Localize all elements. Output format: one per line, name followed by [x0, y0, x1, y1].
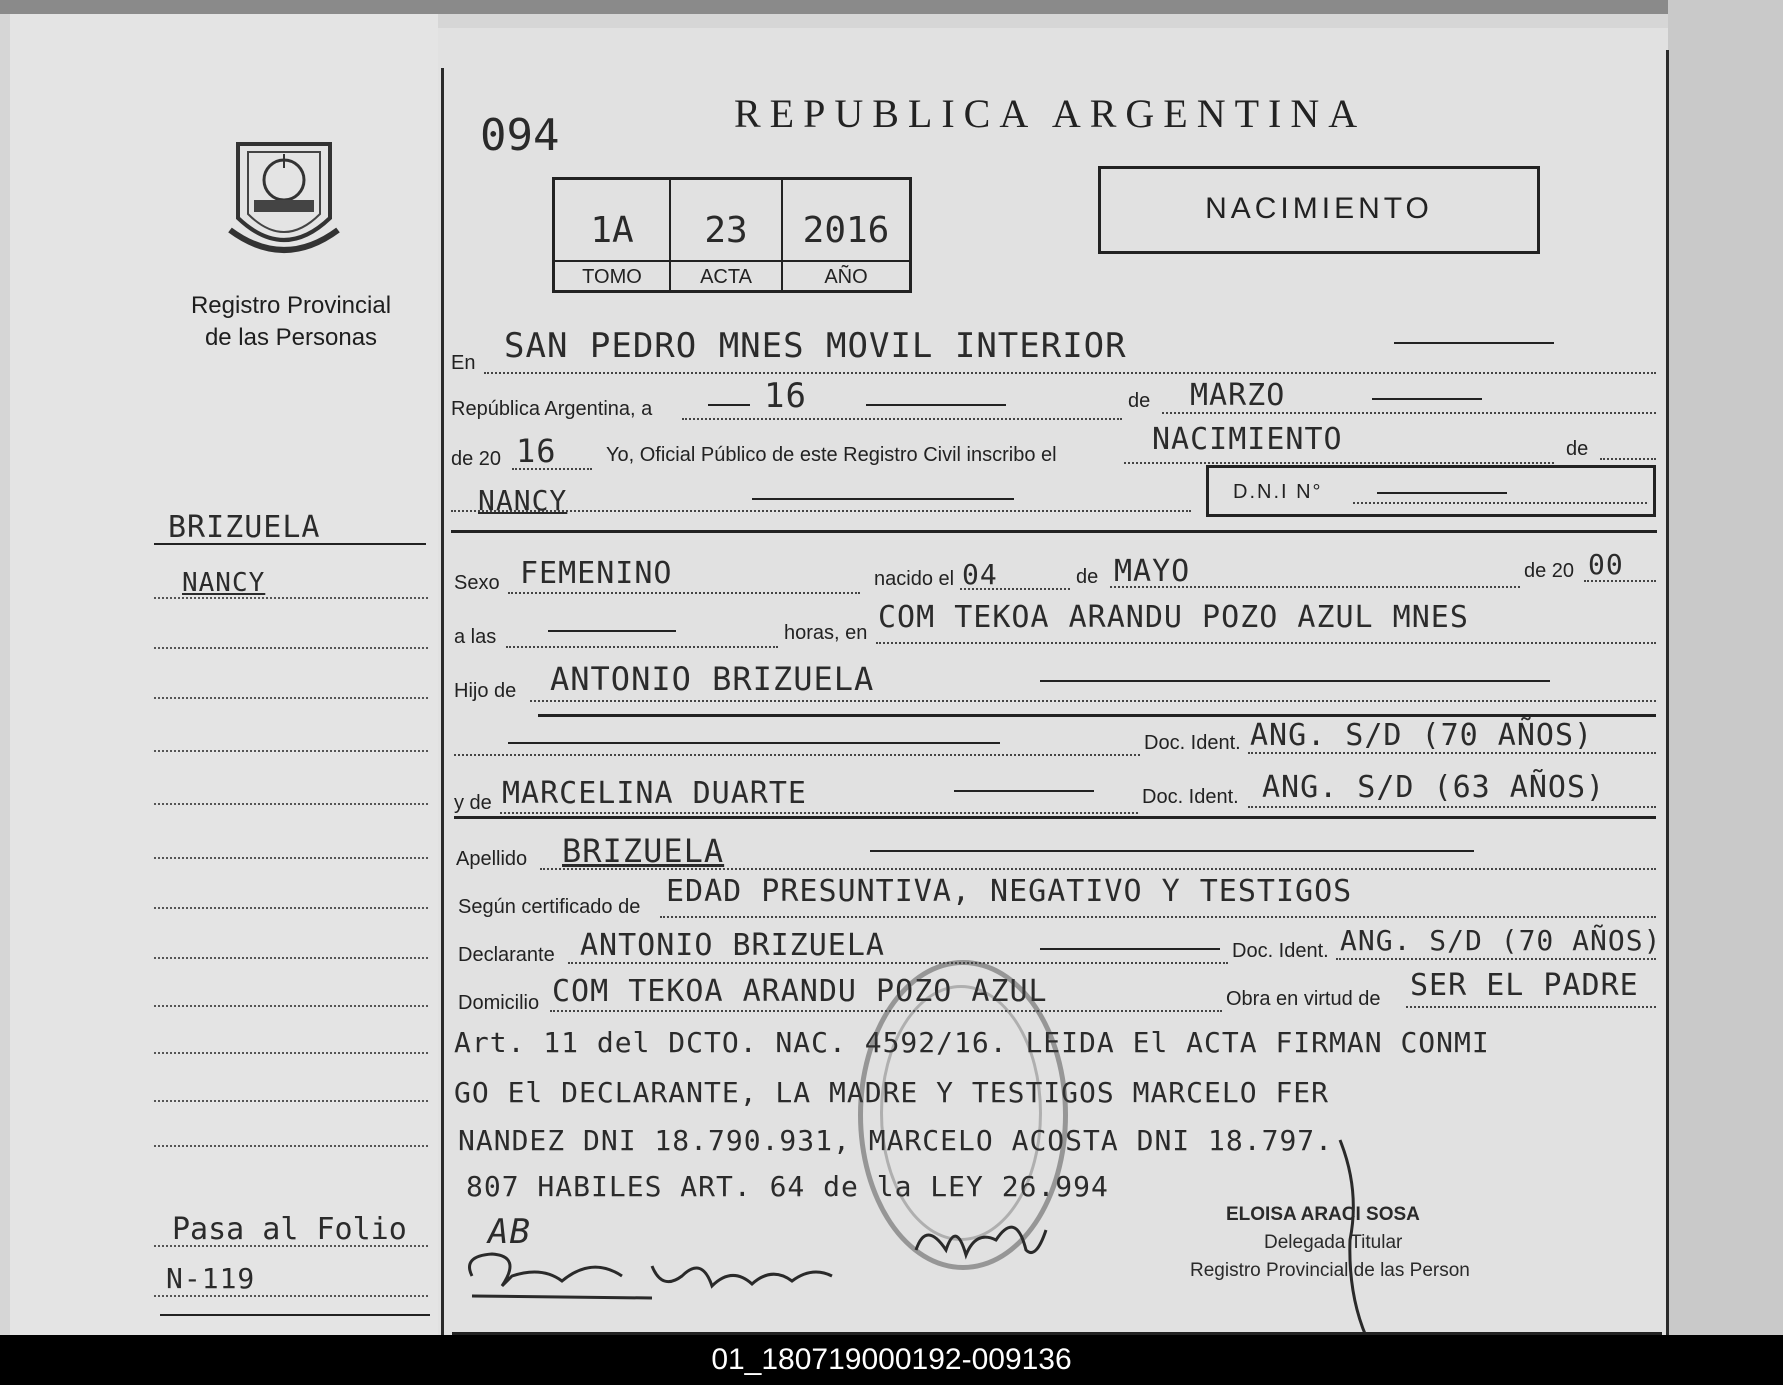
- obra-line: [1406, 1006, 1656, 1008]
- apellido-label: Apellido: [456, 848, 528, 870]
- nacido-label: nacido el: [874, 568, 955, 590]
- right-page-edge: [1668, 0, 1783, 1335]
- madre-doc-value: ANG. S/D (63 AÑOS): [1262, 770, 1606, 805]
- margin-line: [154, 1100, 428, 1102]
- declarante-fill-rule: [1040, 948, 1220, 950]
- padre-line: [530, 700, 1656, 702]
- lugar-line: [876, 642, 1656, 644]
- margin-line: [154, 1295, 428, 1297]
- anio-cell: [783, 180, 909, 290]
- margin-given-name: NANCY: [182, 568, 266, 598]
- registry-name: [150, 290, 432, 354]
- tomo-cell: [555, 180, 671, 290]
- year-value: 16: [516, 432, 557, 470]
- left-margin-panel: [10, 14, 438, 1335]
- panel-right-border: [1666, 50, 1669, 1335]
- domicilio-label: Domicilio: [458, 992, 540, 1014]
- provincia-de-misiones-seal-icon: [226, 138, 342, 262]
- madre-value: MARCELINA DUARTE: [502, 776, 807, 811]
- declarante-value: ANTONIO BRIZUELA: [580, 928, 885, 963]
- en-label: En: [451, 352, 476, 374]
- officer-title: Delegada Titular: [1264, 1232, 1403, 1253]
- margin-line: [154, 1052, 428, 1054]
- margin-surname-rule: [154, 543, 426, 545]
- acta-cell: [671, 180, 783, 290]
- margin-note-line1: Pasa al Folio: [172, 1212, 407, 1247]
- padre-value: ANTONIO BRIZUELA: [550, 660, 875, 698]
- declarante-doc-line: [1336, 958, 1656, 960]
- domicilio-value: COM TEKOA ARANDU POZO AZUL: [552, 974, 1048, 1009]
- observations-line1: Art. 11 del DCTO. NAC. 4592/16. LEIDA El ACTA FIRMAN CONMI: [454, 1026, 1490, 1059]
- en-line: [484, 372, 1656, 374]
- horas-label: horas, en: [784, 622, 868, 644]
- dni-fill-rule: [1377, 492, 1507, 494]
- padre-doc-value: ANG. S/D (70 AÑOS): [1250, 718, 1594, 753]
- margin-line: [154, 750, 428, 752]
- nacido-month: MAYO: [1114, 554, 1191, 589]
- margin-line: [154, 1245, 428, 1247]
- margin-line: [154, 1005, 428, 1007]
- section-rule: [451, 530, 1657, 533]
- panel-divider-line: [441, 68, 444, 1335]
- padre-doc-label: Doc. Ident.: [1144, 732, 1241, 754]
- anio-label: AÑO: [783, 260, 909, 292]
- officer-signature: [906, 1200, 1056, 1270]
- record-type-box: NACIMIENTO: [1098, 166, 1540, 254]
- margin-line: [154, 957, 428, 959]
- obra-value: SER EL PADRE: [1410, 968, 1639, 1003]
- madre-doc-label: Doc. Ident.: [1142, 786, 1239, 808]
- padre-doc-line: [1248, 752, 1656, 754]
- padre-rule: [538, 714, 1656, 717]
- margin-bottom-rule: [160, 1314, 430, 1316]
- yo-text: Yo, Oficial Público de este Registro Civil inscribo el: [606, 444, 1057, 466]
- page-title: REPUBLICA ARGENTINA: [734, 91, 1367, 136]
- padre-extra-rule: [508, 742, 1000, 744]
- record-table: [552, 177, 912, 293]
- scan-id-footer: 01_180719000192-009136: [0, 1335, 1783, 1385]
- madre-doc-line: [1248, 806, 1656, 808]
- inscribo-line: [1124, 462, 1554, 464]
- day-fill-rule: [708, 404, 750, 406]
- registry-name-line1: Registro Provincial: [190, 292, 392, 319]
- day-value: 16: [764, 376, 807, 416]
- en-fill-rule: [1394, 342, 1554, 344]
- nacido-year-label: de 20: [1524, 560, 1575, 582]
- margin-line: [154, 803, 428, 805]
- inscribo-value: NACIMIENTO: [1152, 422, 1343, 457]
- horas-line: [506, 646, 778, 648]
- year-line: [512, 468, 592, 470]
- lugar-value: COM TEKOA ARANDU POZO AZUL MNES: [878, 600, 1469, 635]
- madre-fill-rule: [954, 790, 1094, 792]
- anio-value: 2016: [802, 210, 890, 251]
- declarante-doc-value: ANG. S/D (70 AÑOS): [1340, 924, 1662, 957]
- segun-value: EDAD PRESUNTIVA, NEGATIVO Y TESTIGOS: [666, 874, 1353, 909]
- day-fill-rule: [866, 404, 1006, 406]
- padre-fill-rule: [1040, 680, 1550, 682]
- margin-surname: BRIZUELA: [168, 510, 321, 545]
- margin-line: [154, 1145, 428, 1147]
- margin-line: [154, 697, 428, 699]
- acta-label: ACTA: [671, 260, 781, 292]
- nacido-year-line: [1584, 580, 1656, 582]
- day-line: [682, 418, 1122, 420]
- inscribo-de-line: [1600, 458, 1656, 460]
- declarante-doc-label: Doc. Ident.: [1232, 940, 1329, 962]
- nacido-day-line: [960, 588, 1070, 590]
- segun-line: [660, 916, 1656, 918]
- parents-section-rule: [454, 816, 1656, 819]
- madre-line: [500, 812, 1138, 814]
- dni-line: [1353, 502, 1647, 504]
- year-prefix-label: de 20: [451, 448, 502, 470]
- padre-extra-line: [454, 754, 1140, 756]
- nacido-month-line: [1110, 586, 1520, 588]
- inscribo-de-label: de: [1566, 438, 1589, 460]
- serial-number: 094: [480, 110, 560, 161]
- officer-office: Registro Provincial de las Person: [1190, 1260, 1470, 1281]
- observations-line2: GO El DECLARANTE, LA MADRE Y TESTIGOS MARCELO FER: [454, 1076, 1330, 1109]
- sexo-value: FEMENINO: [520, 556, 673, 591]
- sexo-label: Sexo: [454, 572, 500, 594]
- scan-top-shadow: [0, 0, 1783, 14]
- month-fill-rule: [1372, 398, 1482, 400]
- margin-line: [154, 907, 428, 909]
- month-value: MARZO: [1190, 378, 1286, 413]
- declarante-signature: [452, 1236, 852, 1316]
- hijo-label: Hijo de: [454, 680, 517, 702]
- name-value: NANCY: [478, 484, 568, 517]
- nacido-year: 00: [1588, 548, 1624, 581]
- margin-note-line2: N-119: [166, 1262, 256, 1295]
- tomo-value: 1A: [590, 210, 634, 251]
- acta-value: 23: [704, 210, 748, 251]
- initials: AB: [488, 1212, 531, 1252]
- observations-line4: 807 HABILES ART. 64 de la LEY 26.994: [466, 1170, 1109, 1203]
- obra-label: Obra en virtud de: [1226, 988, 1381, 1010]
- apellido-value: BRIZUELA: [562, 832, 725, 870]
- margin-line: [154, 857, 428, 859]
- dni-box: [1206, 465, 1656, 517]
- officer-name: ELOISA ARACI SOSA: [1226, 1204, 1420, 1225]
- name-fill-rule: [752, 498, 1014, 500]
- rep-label: República Argentina, a: [451, 398, 653, 420]
- horas-prefix-label: a las: [454, 626, 497, 648]
- nacido-de-label: de: [1076, 566, 1099, 588]
- margin-line: [154, 647, 428, 649]
- nacido-day: 04: [962, 558, 998, 591]
- observations-line3: NANDEZ DNI 18.790.931, MARCELO ACOSTA DNI 18.797.: [458, 1124, 1334, 1157]
- en-value: SAN PEDRO MNES MOVIL INTERIOR: [504, 326, 1127, 366]
- month-de-label: de: [1128, 390, 1151, 412]
- horas-fill-rule: [548, 630, 676, 632]
- dni-label: D.N.I N°: [1233, 481, 1323, 503]
- apellido-fill-rule: [870, 850, 1474, 852]
- registry-name-line2: de las Personas: [204, 324, 378, 351]
- tomo-label: TOMO: [555, 260, 669, 292]
- sexo-line: [508, 592, 860, 594]
- declarante-label: Declarante: [458, 944, 555, 966]
- madre-label: y de: [454, 792, 492, 814]
- margin-line: [154, 597, 428, 599]
- segun-label: Según certificado de: [458, 896, 641, 918]
